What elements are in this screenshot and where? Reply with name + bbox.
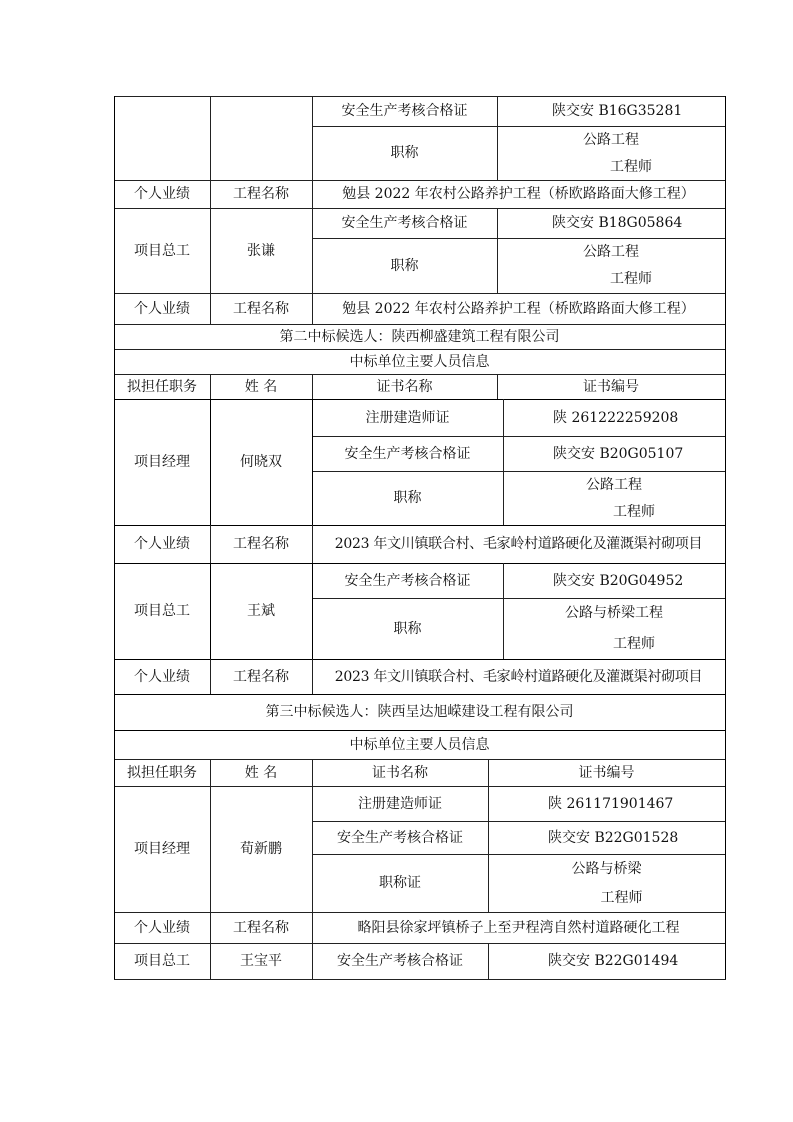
candidate-2-header: 第二中标候选人：陕西柳盛建筑工程有限公司 [279,328,560,345]
safety-cert-number: 陕交安 B20G05107 [553,445,684,462]
person-name: 何晓双 [240,454,282,470]
reg-cert-label: 注册建造师证 [358,795,442,812]
person-name: 荀新鹏 [240,841,282,857]
col-cert-name: 证书名称 [376,378,433,395]
person-name: 王斌 [247,603,275,619]
proj-name-label: 工程名称 [233,668,289,685]
title-label: 职称 [393,620,422,637]
perf-label: 个人业绩 [134,668,190,685]
col-cert-number: 证书编号 [578,764,635,781]
title-major: 公路与桥梁 [571,860,642,877]
proj-name: 勉县 2022 年农村公路养护工程（桥欧路路面大修工程） [342,300,695,317]
role-chief-engineer: 项目总工 [134,603,190,619]
safety-cert-number: 陕交安 B20G04952 [553,572,684,589]
title-major: 公路工程 [583,243,639,260]
col-name: 姓 名 [244,378,278,395]
safety-cert-label: 安全生产考核合格证 [341,215,468,231]
role-project-manager: 项目经理 [134,454,190,470]
title-level: 工程师 [610,271,652,288]
title-value [488,854,725,912]
title-label: 职称 [390,145,419,161]
candidate-3-subheader: 中标单位主要人员信息 [349,736,490,753]
title-value [497,126,725,180]
proj-name: 2023 年文川镇联合村、毛家岭村道路硬化及灌溉渠衬砌项目 [334,536,703,552]
perf-label: 个人业绩 [134,919,190,936]
col-role: 拟担任职务 [127,764,197,781]
role-project-manager: 项目经理 [134,841,190,857]
safety-cert-label: 安全生产考核合格证 [337,953,463,969]
col-cert-name: 证书名称 [372,764,428,781]
reg-cert-number: 陕 261171901467 [548,795,674,812]
perf-label: 个人业绩 [134,536,190,552]
person-name: 张谦 [247,242,275,259]
reg-cert-number: 陕 261222259208 [553,409,679,426]
role-chief-engineer: 项目总工 [134,242,190,259]
title-label: 职称证 [379,875,421,891]
safety-cert-label: 安全生产考核合格证 [337,829,463,846]
title-major: 公路与桥梁工程 [565,605,663,622]
safety-cert-number: 陕交安 B18G05864 [552,215,683,231]
title-value [503,598,725,659]
title-value [497,238,725,293]
title-major: 公路工程 [586,476,642,493]
safety-cert-number: 陕交安 B22G01528 [548,829,679,846]
perf-label: 个人业绩 [134,300,190,317]
reg-cert-label: 注册建造师证 [365,409,450,426]
title-label: 职称 [393,490,422,506]
col-name: 姓 名 [244,764,278,781]
role-chief-engineer: 项目总工 [134,953,190,969]
title-level: 工程师 [600,889,643,906]
title-level: 工程师 [613,503,655,520]
perf-label: 个人业绩 [134,186,190,202]
col-cert-number: 证书编号 [583,378,639,395]
person-name: 王宝平 [240,953,282,969]
candidate-3-header: 第三中标候选人：陕西呈达旭嵘建设工程有限公司 [265,704,574,720]
proj-name-label: 工程名称 [233,919,289,936]
safety-cert-number: 陕交安 B16G35281 [552,103,683,119]
proj-name: 略阳县徐家坪镇桥子上至尹程湾自然村道路硬化工程 [357,919,680,936]
title-major: 公路工程 [583,131,639,148]
proj-name: 2023 年文川镇联合村、毛家岭村道路硬化及灌溉渠衬砌项目 [334,668,703,685]
col-role: 拟担任职务 [127,378,197,395]
title-value [503,471,725,525]
title-level: 工程师 [610,158,652,175]
proj-name-label: 工程名称 [233,536,289,552]
safety-cert-label: 安全生产考核合格证 [344,572,471,589]
proj-name-label: 工程名称 [233,186,289,202]
safety-cert-number: 陕交安 B22G01494 [548,953,679,969]
proj-name: 勉县 2022 年农村公路养护工程（桥欧路路面大修工程） [342,186,695,202]
title-level: 工程师 [613,635,655,652]
title-label: 职称 [390,257,419,274]
proj-name-label: 工程名称 [233,300,289,317]
safety-cert-label: 安全生产考核合格证 [344,445,471,462]
candidate-2-subheader: 中标单位主要人员信息 [349,353,490,370]
safety-cert-label: 安全生产考核合格证 [341,103,468,119]
